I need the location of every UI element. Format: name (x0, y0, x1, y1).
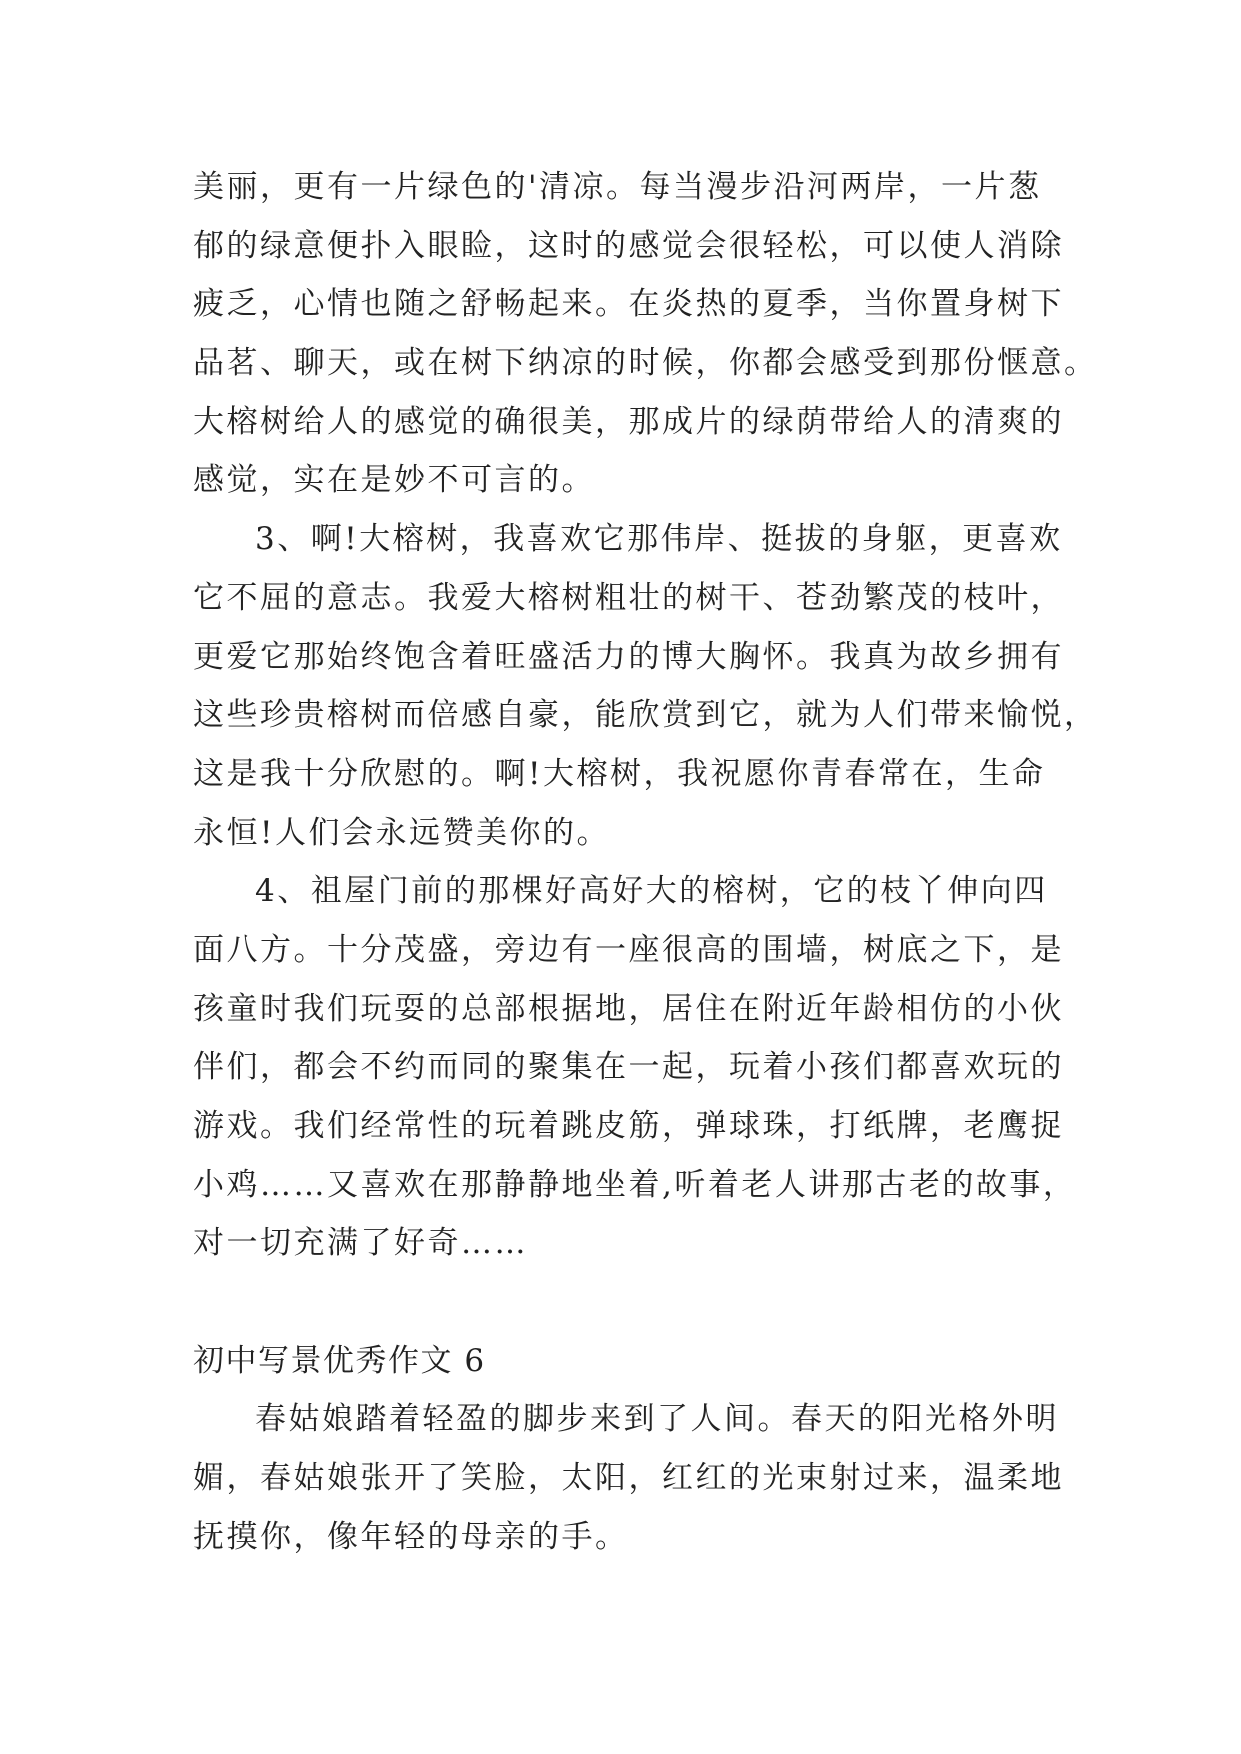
text-line: 这些珍贵榕树而倍感自豪，能欣赏到它，就为人们带来愉悦， (193, 697, 1098, 734)
text-line: 大榕树给人的感觉的确很美，那成片的绿荫带给人的清爽的 (193, 403, 1064, 440)
section-heading: 初中写景优秀作文 6 (193, 1342, 486, 1379)
text-line: 疲乏，心情也随之舒畅起来。在炎热的夏季，当你置身树下 (193, 286, 1064, 323)
text-line: 永恒!人们会永远赞美你的。 (193, 814, 610, 851)
section-6 (193, 1332, 1073, 1567)
text-line: 4、祖屋门前的那棵好高好大的榕树，它的枝丫伸向四 (255, 873, 1048, 910)
text-line: 游戏。我们经常性的玩着跳皮筋，弹球珠，打纸牌，老鹰捉 (193, 1108, 1064, 1144)
text-line: 孩童时我们玩耍的总部根据地，居住在附近年龄相仿的小伙 (193, 990, 1064, 1027)
text-line: 面八方。十分茂盛，旁边有一座很高的围墙，树底之下，是 (193, 931, 1064, 968)
text-line: 它不屈的意志。我爱大榕树粗壮的树干、苍劲繁茂的枝叶， (193, 579, 1064, 616)
text-line: 郁的绿意便扑入眼睑，这时的感觉会很轻松，可以使人消除 (193, 227, 1064, 264)
section-spacer (193, 1273, 1073, 1332)
text-line: 3、啊!大榕树，我喜欢它那伟岸、挺拔的身躯，更喜欢 (255, 521, 1063, 558)
paragraph-3 (193, 510, 1098, 862)
document-body (193, 158, 1098, 1567)
text-line: 品茗、聊天，或在树下纳凉的时候，你都会感受到那份惬意。 (193, 345, 1098, 382)
text-line: 美丽，更有一片绿色的'清凉。每当漫步沿河两岸，一片葱 (193, 169, 1042, 205)
text-line: 媚，春姑娘张开了笑脸，太阳，红红的光束射过来，温柔地 (193, 1460, 1064, 1497)
text-line: 抚摸你，像年轻的母亲的手。 (193, 1518, 629, 1555)
text-line: 更爱它那始终饱含着旺盛活力的博大胸怀。我真为故乡拥有 (193, 638, 1064, 675)
paragraph-continued (193, 158, 1098, 510)
text-line: 春姑娘踏着轻盈的脚步来到了人间。春天的阳光格外明 (255, 1401, 1059, 1438)
text-line: 小鸡……又喜欢在那静静地坐着,听着老人讲那古老的故事， (193, 1166, 1077, 1203)
text-line: 这是我十分欣慰的。啊!大榕树，我祝愿你青春常在，生命 (193, 755, 1046, 792)
text-line: 伴们，都会不约而同的聚集在一起，玩着小孩们都喜欢玩的 (193, 1049, 1064, 1086)
paragraph-4 (193, 862, 1077, 1273)
text-line: 感觉，实在是妙不可言的。 (193, 462, 595, 499)
text-line: 对一切充满了好奇…… (193, 1225, 528, 1262)
